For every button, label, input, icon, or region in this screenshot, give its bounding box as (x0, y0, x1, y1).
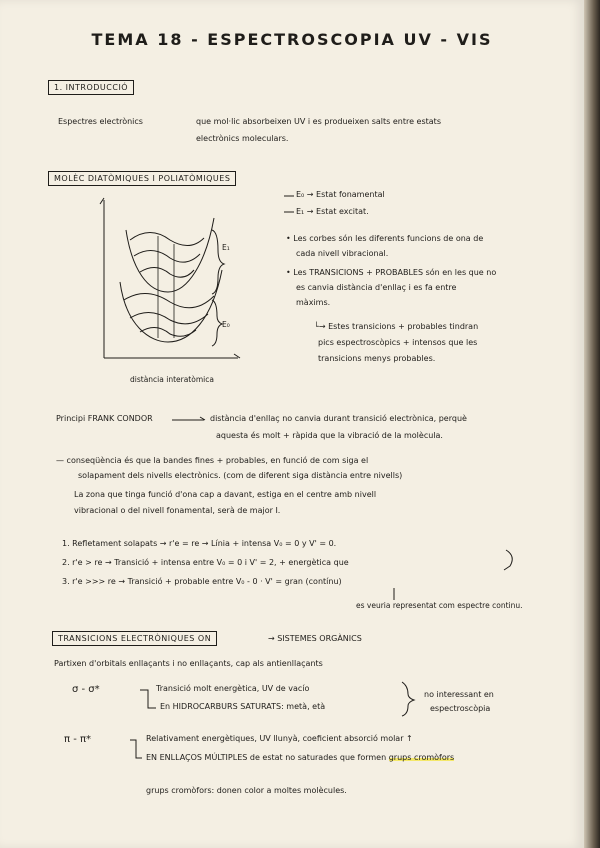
pi-transition: π - π* (64, 734, 92, 745)
chromophore-definition (146, 786, 347, 795)
bullet-transitions-1: • Les TRANSICIONS + PROBABLES són en les que no (286, 268, 497, 277)
franck-line1: distància d'enllaç no canvia durant transició electrònica, perquè (210, 414, 467, 423)
chromophore-highlight: grups cromòfors (388, 753, 455, 762)
graph-x-label: distància interatòmica (130, 375, 214, 384)
sigma-line1: Transició molt energètica, UV de vacío (156, 684, 310, 693)
organic-systems: → SISTEMES ORGÀNICS (268, 634, 362, 643)
bullet-peaks-3: transicions menys probables. (318, 354, 436, 363)
sigma-line2: En HIDROCARBURS SATURATS: metà, età (160, 702, 326, 711)
orbitals-line: Partixen d'orbitals enllaçants i no enllaçants, cap als antienllaçants (54, 659, 323, 668)
bullet-curves-2: cada nivell vibracional. (296, 249, 389, 258)
heading-introduccio: 1. INTRODUCCIÓ (48, 80, 134, 95)
chromophore-meaning: : donen color a moltes molècules. (211, 786, 347, 795)
page-edge (584, 0, 600, 848)
state-e0: E₀ → Estat fonamental (296, 190, 385, 199)
page-title: TEMA 18 - ESPECTROSCOPIA UV - VIS (91, 30, 493, 49)
pi-line2-text: EN ENLLAÇOS MÚLTIPLES de estat no saturades que formen (146, 753, 387, 762)
sigma-note-1: no interessant en (424, 690, 494, 699)
case-2: 2. r'e > re → Transició + intensa entre V₀ = 0 i V' = 2, + energètica que (62, 558, 349, 567)
graph-label-e1: E₁ (222, 243, 230, 252)
franck-line2: aquesta és molt + ràpida que la vibració de la molècula. (216, 431, 443, 440)
consequence-line4: vibracional o del nivell fonamental, serà de major I. (74, 506, 281, 515)
sigma-note-2: espectroscòpia (430, 704, 491, 713)
franck-condon-label: Principi FRANK CONDOR (56, 414, 153, 423)
chromophore-term: grups cromòfors (146, 786, 212, 795)
consequence-line1: — conseqüència és que la bandes fines + probables, en funció de com siga el (56, 456, 369, 465)
consequence-line3: La zona que tinga funció d'ona cap a davant, estiga en el centre amb nivell (74, 490, 377, 499)
heading-molecules: MOLÈC DIATÒMIQUES I POLIATÒMIQUES (48, 171, 236, 186)
consequence-line2: solapament dels nivells electrònics. (com de diferent siga distància entre nivells) (78, 471, 403, 480)
intro-line1: que mol·lic absorbeixen UV i es produeixen salts entre estats (196, 117, 441, 126)
pi-line1: Relativament energètiques, UV llunyà, coeficient absorció molar ↑ (146, 734, 413, 743)
bullet-peaks-2: pics espectroscòpics + intensos que les (318, 338, 478, 347)
pi-line2 (146, 753, 454, 762)
bullet-transitions-3: màxims. (296, 298, 331, 307)
intro-label: Espectres electrònics (58, 117, 143, 126)
bullet-transitions-2: es canvia distància d'enllaç i es fa entre (296, 283, 457, 292)
state-e1: E₁ → Estat excitat. (296, 207, 369, 216)
case-3-note: es veuria representat com espectre continu. (356, 601, 523, 610)
sigma-transition: σ - σ* (72, 684, 100, 695)
intro-line2: electrònics moleculars. (196, 134, 289, 143)
bullet-curves-1: • Les corbes són les diferents funcions de ona de (286, 234, 484, 243)
case-3: 3. r'e >>> re → Transició + probable entre V₀ - 0 · V' = gran (contínu) (62, 577, 342, 586)
heading-transicions: TRANSICIONS ELECTRÒNIQUES ON (52, 631, 217, 646)
graph-label-e0: E₀ (222, 320, 230, 329)
case-1: 1. Refletament solapats → r'e = re → Línia + intensa V₀ = 0 y V' = 0. (62, 539, 337, 548)
bullet-peaks-1: └→ Estes transicions + probables tindran (314, 322, 479, 331)
